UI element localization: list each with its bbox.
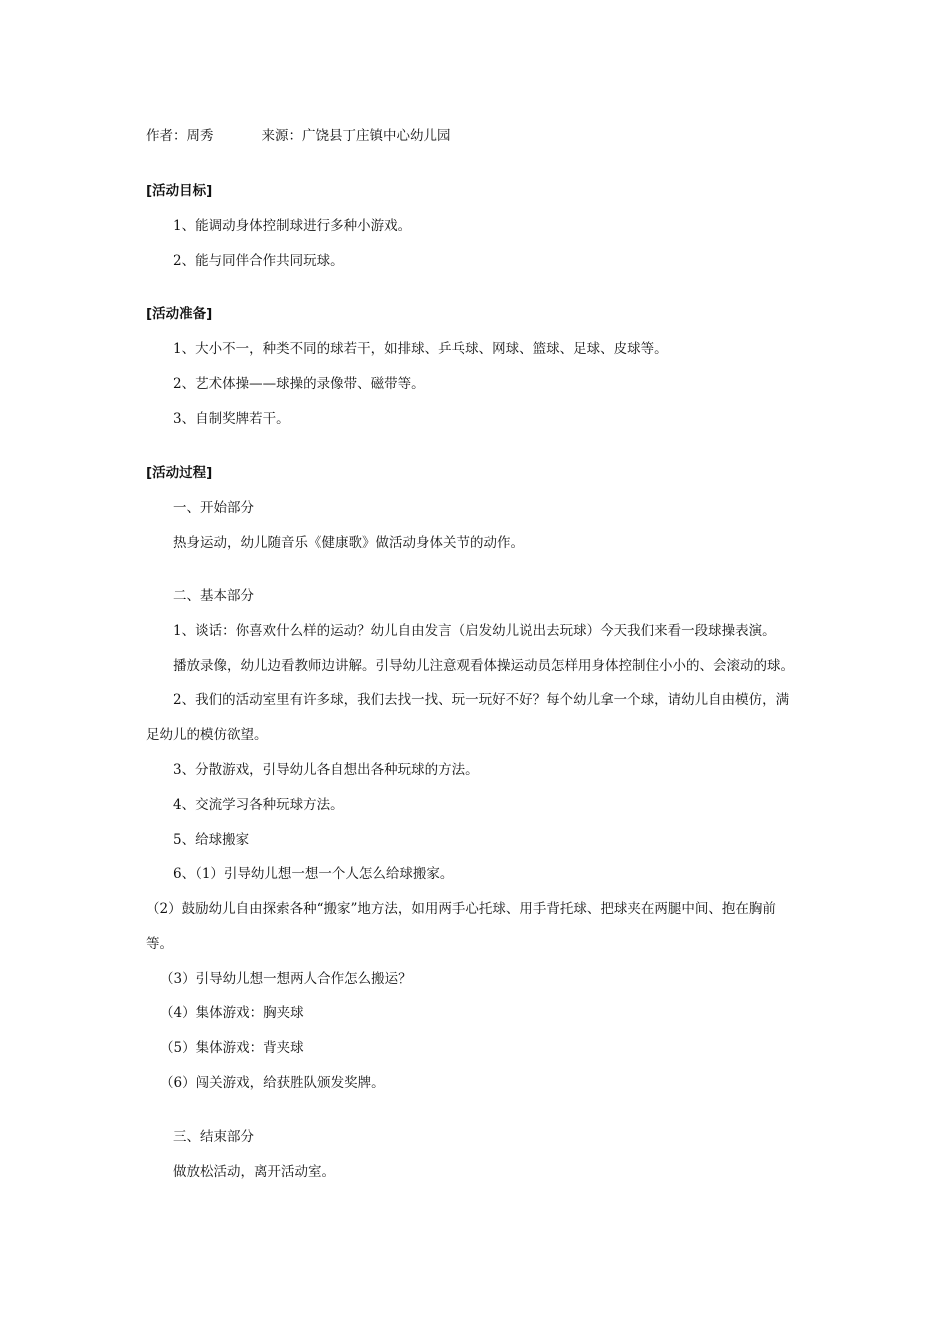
goal-item: 2、能与同伴合作共同玩球。 [173, 253, 344, 269]
step-6: 6、（1）引导幼儿想一想一个人怎么给球搬家。 [173, 866, 454, 882]
step-1: 1、谈话：你喜欢什么样的运动？幼儿自由发言（启发幼儿说出去玩球）今天我们来看一段球操表演。 [173, 623, 776, 639]
part1-text: 热身运动，幼儿随音乐《健康歌》做活动身体关节的动作。 [173, 535, 524, 551]
step-6-6: （6）闯关游戏，给获胜队颁发奖牌。 [160, 1075, 385, 1091]
goals-heading: [活动目标] [146, 183, 213, 199]
prep-item: 3、自制奖牌若干。 [173, 411, 290, 427]
part1-title: 一、开始部分 [173, 500, 254, 516]
step-2a: 2、我们的活动室里有许多球，我们去找一找、玩一玩好不好？每个幼儿拿一个球，请幼儿自由模仿，满 [173, 692, 790, 708]
step-6-3: （3）引导幼儿想一想两人合作怎么搬运？ [160, 971, 412, 987]
step-6-5: （5）集体游戏：背夹球 [160, 1040, 304, 1056]
part2-title: 二、基本部分 [173, 588, 254, 604]
step-1b: 播放录像，幼儿边看教师边讲解。引导幼儿注意观看体操运动员怎样用身体控制住小小的、会滚动的球。 [173, 658, 794, 674]
step-3: 3、分散游戏，引导幼儿各自想出各种玩球的方法。 [173, 762, 479, 778]
source: 来源：广饶县丁庄镇中心幼儿园 [261, 128, 451, 144]
prep-item: 2、艺术体操——球操的录像带、磁带等。 [173, 376, 425, 392]
step-5: 5、给球搬家 [173, 832, 250, 848]
step-4: 4、交流学习各种玩球方法。 [173, 797, 344, 813]
meta-line [146, 127, 451, 145]
step-6-2a: （2）鼓励幼儿自由探索各种“搬家”地方法，如用两手心托球、用手背托球、把球夹在两腿中间、抱在胸前 [146, 901, 776, 917]
process-heading: [活动过程] [146, 465, 213, 481]
prep-item: 1、大小不一，种类不同的球若干，如排球、乒乓球、网球、篮球、足球、皮球等。 [173, 341, 668, 357]
part3-text: 做放松活动，离开活动室。 [173, 1164, 335, 1180]
step-2b: 足幼儿的模仿欲望。 [146, 727, 268, 743]
step-6-4: （4）集体游戏：胸夹球 [160, 1005, 304, 1021]
author: 作者：周秀 [146, 128, 214, 144]
step-6-2b: 等。 [146, 936, 173, 952]
goal-item: 1、能调动身体控制球进行多种小游戏。 [173, 218, 412, 234]
prep-heading: [活动准备] [146, 306, 213, 322]
part3-title: 三、结束部分 [173, 1129, 254, 1145]
